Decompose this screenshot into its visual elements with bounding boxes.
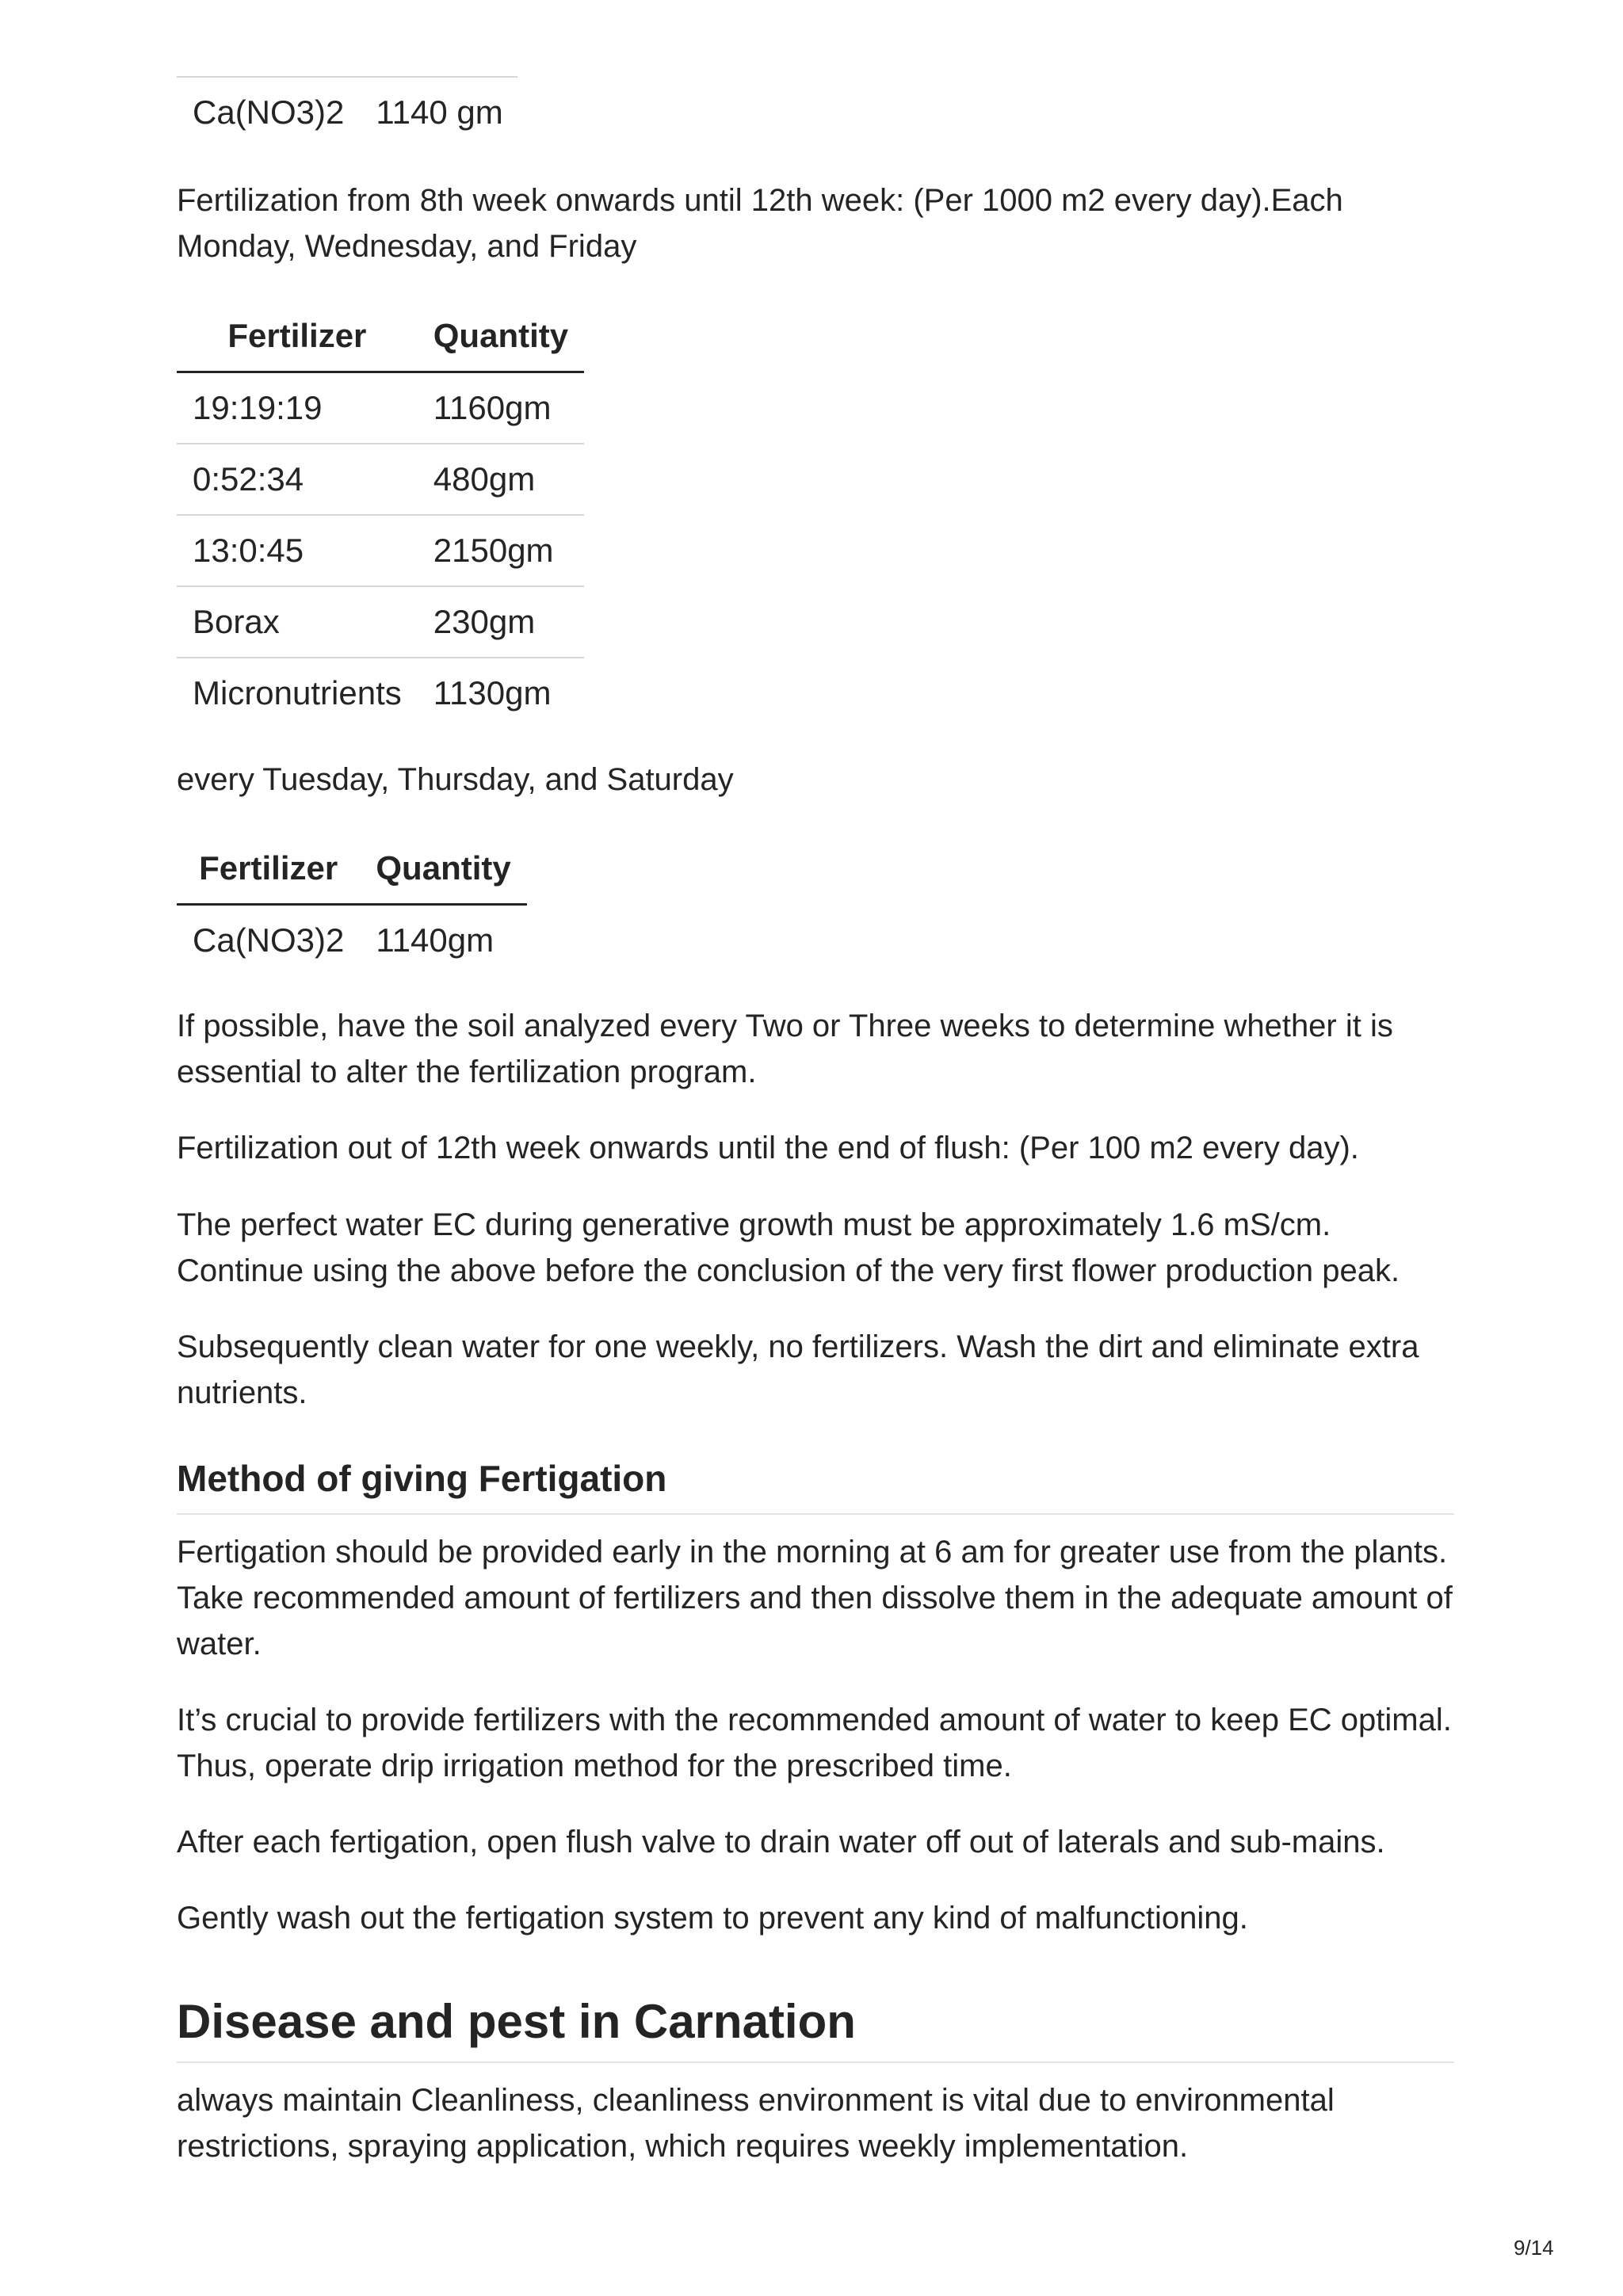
quantity-cell: 1130gm (433, 674, 552, 711)
column-header-fertilizer: Fertilizer (177, 833, 360, 905)
column-header-fertilizer: Fertilizer (177, 301, 418, 372)
fertilizer-cell: Borax (177, 586, 418, 658)
fertilizer-cell: 19:19:19 (177, 372, 418, 444)
table-row (177, 905, 527, 976)
fertilizer-cell: Ca(NO3)2 (193, 921, 345, 959)
paragraph-method-4: Gently wash out the fertigation system to prevent any kind of malfunctioning. (177, 1901, 1248, 1936)
column-header-quantity: Quantity (360, 833, 526, 905)
table-row (177, 586, 584, 658)
section-heading-method: Method of giving Fertigation (177, 1458, 667, 1499)
paragraph-soil-analysis: If possible, have the soil analyzed every Two or Three weeks to determine whether it is essential to alter the fertilization program. (177, 1009, 1393, 1089)
paragraph-tue-thu-sat: every Tuesday, Thursday, and Saturday (177, 762, 734, 797)
table-header-row (177, 301, 584, 372)
fertilizer-cell: Ca(NO3)2 (193, 93, 345, 131)
quantity-cell: 1140gm (376, 921, 495, 959)
quantity-cell: 2150gm (418, 515, 584, 586)
table-tue-thu-sat (177, 833, 527, 975)
table-row (177, 78, 519, 147)
paragraph-week12: Fertilization out of 12th week onwards until the end of flush: (Per 100 m2 every day). (177, 1131, 1359, 1165)
table-mon-wed-fri (177, 301, 584, 728)
table-row (177, 515, 584, 586)
quantity-cell: 480gm (418, 444, 584, 515)
section-heading-disease: Disease and pest in Carnation (177, 1995, 856, 2048)
paragraph-disease: always maintain Cleanliness, cleanliness environment is vital due to environmental restrictions, spraying application, which requires weekly implementation. (177, 2083, 1335, 2164)
table-row (177, 658, 584, 728)
paragraph-week8: Fertilization from 8th week onwards until 12th week: (Per 1000 m2 every day).Each Monday, Wednesday, and Friday (177, 183, 1343, 264)
quantity-cell: 1140 gm (376, 93, 503, 131)
paragraph-method-1: Fertigation should be provided early in the morning at 6 am for greater use from the plants. Take recommended amount of fertilizers and then dissolve them in the adequate amount of water. (177, 1535, 1453, 1661)
quantity-cell: 1160gm (418, 372, 584, 444)
paragraph-method-3: After each fertigation, open flush valve to drain water off out of laterals and sub-mains. (177, 1825, 1385, 1859)
heading-divider (177, 2061, 1454, 2063)
fertilizer-cell: 13:0:45 (177, 515, 418, 586)
column-header-quantity: Quantity (418, 301, 584, 372)
table-header-row (177, 833, 527, 905)
table-row (177, 372, 584, 444)
paragraph-water-ec: The perfect water EC during generative growth must be approximately 1.6 mS/cm. Continue using the above before the conclusion of the very first flower production peak. (177, 1207, 1400, 1288)
paragraph-clean-water: Subsequently clean water for one weekly, no fertilizers. Wash the dirt and eliminate extra nutrients. (177, 1329, 1419, 1410)
paragraph-method-2: It’s crucial to provide fertilizers with the recommended amount of water to keep EC optimal. Thus, operate drip irrigation method for the prescribed time. (177, 1703, 1452, 1783)
table-continued (177, 78, 519, 147)
page-number: 9/14 (1514, 2236, 1554, 2260)
fertilizer-cell: Micronutrients (193, 674, 402, 711)
heading-divider (177, 1513, 1454, 1515)
quantity-cell: 230gm (418, 586, 584, 658)
fertilizer-cell: 0:52:34 (177, 444, 418, 515)
table-row (177, 444, 584, 515)
